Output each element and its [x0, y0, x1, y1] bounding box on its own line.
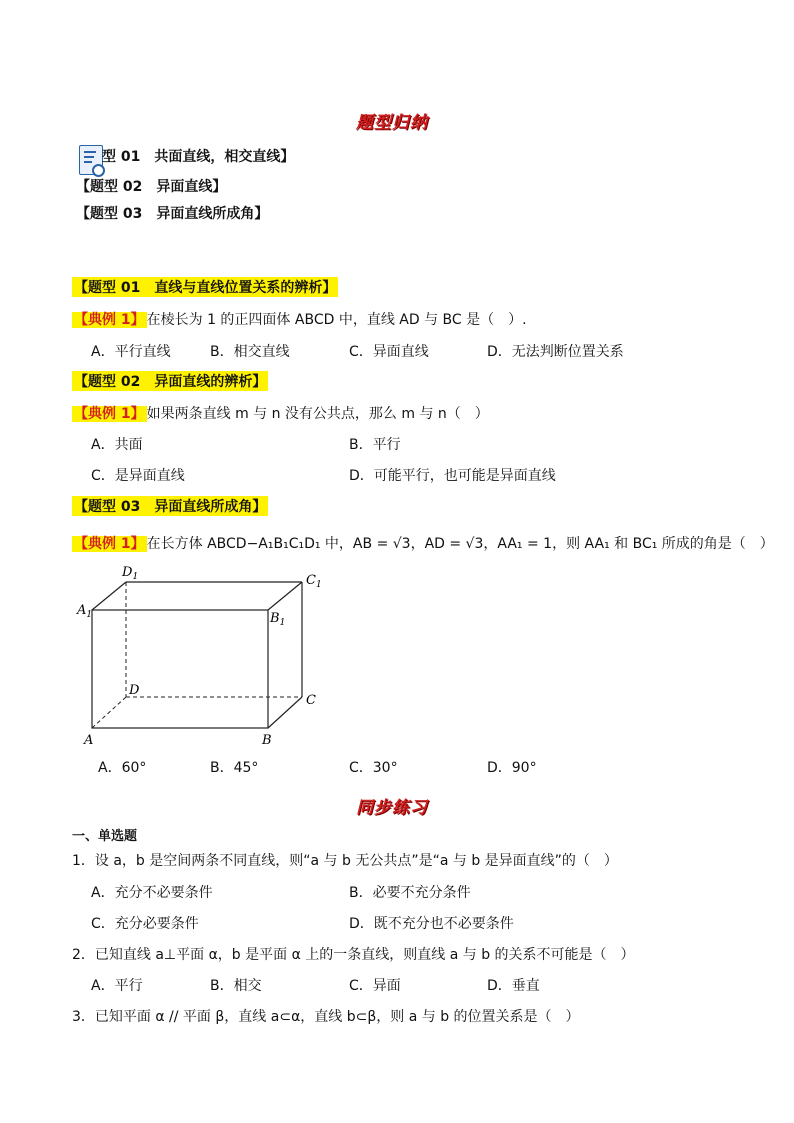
section2-heading: 【题型 02 异面直线的辨析】: [72, 371, 268, 391]
edge-B1C1: [268, 582, 302, 610]
front-face: [92, 610, 268, 728]
label-C1: $C_1$: [306, 573, 322, 590]
example-tag: 【典例 1】: [74, 536, 145, 552]
s2-option-d[interactable]: D．可能平行，也可能是异面直线: [349, 468, 556, 484]
s2-option-b[interactable]: B．平行: [349, 437, 401, 453]
s3-option-d[interactable]: D．90°: [487, 760, 537, 776]
q1-option-a[interactable]: A．充分不必要条件: [91, 885, 213, 901]
s3-option-b[interactable]: B．45°: [210, 760, 259, 776]
s3-option-a[interactable]: A．60°: [98, 760, 147, 776]
q1-option-b[interactable]: B．必要不充分条件: [349, 885, 471, 901]
q2-option-c[interactable]: C．异面: [349, 978, 401, 994]
s2-option-c[interactable]: C．是异面直线: [91, 468, 185, 484]
section1-question: 在棱长为 1 的正四面体 ABCD 中，直线 AD 与 BC 是（ ）.: [146, 312, 527, 328]
section1-example: [72, 309, 527, 329]
q2-text: 2．已知直线 a⊥平面 α，b 是平面 α 上的一条直线，则直线 a 与 b 的关系不可能是（ ）: [72, 947, 635, 963]
section2-question: 如果两条直线 m 与 n 没有公共点，那么 m 与 n（ ）: [146, 406, 489, 422]
document-icon: [79, 145, 103, 175]
q1-option-d[interactable]: D．既不充分也不必要条件: [349, 916, 514, 932]
s1-option-b[interactable]: B．相交直线: [210, 344, 290, 360]
cuboid-figure: [70, 560, 340, 750]
section3-question: 在长方体 ABCD−A₁B₁C₁D₁ 中，AB = √3，AD = √3，AA₁ = 1，则 AA₁ 和 BC₁ 所成的角是（ ）: [146, 536, 774, 552]
page-title: 题型归纳: [356, 113, 428, 133]
s1-option-c[interactable]: C．异面直线: [349, 344, 429, 360]
part-label: 一、单选题: [72, 829, 138, 844]
s3-option-c[interactable]: C．30°: [349, 760, 398, 776]
practice-title: 同步练习: [356, 798, 428, 818]
section3-heading: 【题型 03 异面直线所成角】: [72, 496, 268, 516]
edge-AD: [92, 697, 126, 728]
toc-item-3[interactable]: 【题型 03 异面直线所成角】: [76, 206, 269, 222]
section3-example: [72, 533, 774, 553]
s2-option-a[interactable]: A．共面: [91, 437, 143, 453]
edge-BC: [268, 697, 302, 728]
label-B: B: [262, 733, 272, 748]
example-tag: 【典例 1】: [74, 406, 145, 422]
q1-option-c[interactable]: C．充分必要条件: [91, 916, 199, 932]
edge-A1D1: [92, 582, 126, 610]
toc-item-2[interactable]: 【题型 02 异面直线】: [76, 179, 227, 195]
toc-item-1[interactable]: 型 01 共面直线，相交直线】: [102, 149, 295, 165]
label-A1: $A_1$: [77, 603, 93, 620]
q2-option-d[interactable]: D．垂直: [487, 978, 540, 994]
q2-option-a[interactable]: A．平行: [91, 978, 143, 994]
label-A: A: [84, 733, 94, 748]
example-tag: 【典例 1】: [74, 312, 145, 328]
s1-option-d[interactable]: D．无法判断位置关系: [487, 344, 624, 360]
label-D1: $D_1$: [122, 565, 139, 582]
section1-heading: 【题型 01 直线与直线位置关系的辨析】: [72, 277, 338, 297]
q1-text: 1．设 a，b 是空间两条不同直线，则“a 与 b 无公共点”是“a 与 b 是异面直线”的（ ）: [72, 853, 618, 869]
label-B1: $B_1$: [270, 611, 286, 628]
s1-option-a[interactable]: A．平行直线: [91, 344, 171, 360]
q2-option-b[interactable]: B．相交: [210, 978, 262, 994]
label-D: D: [129, 683, 140, 698]
q3-text: 3．已知平面 α // 平面 β，直线 a⊂α，直线 b⊂β，则 a 与 b 的位置关系是（ ）: [72, 1009, 580, 1025]
label-C: C: [306, 693, 316, 708]
section2-example: [72, 403, 489, 423]
